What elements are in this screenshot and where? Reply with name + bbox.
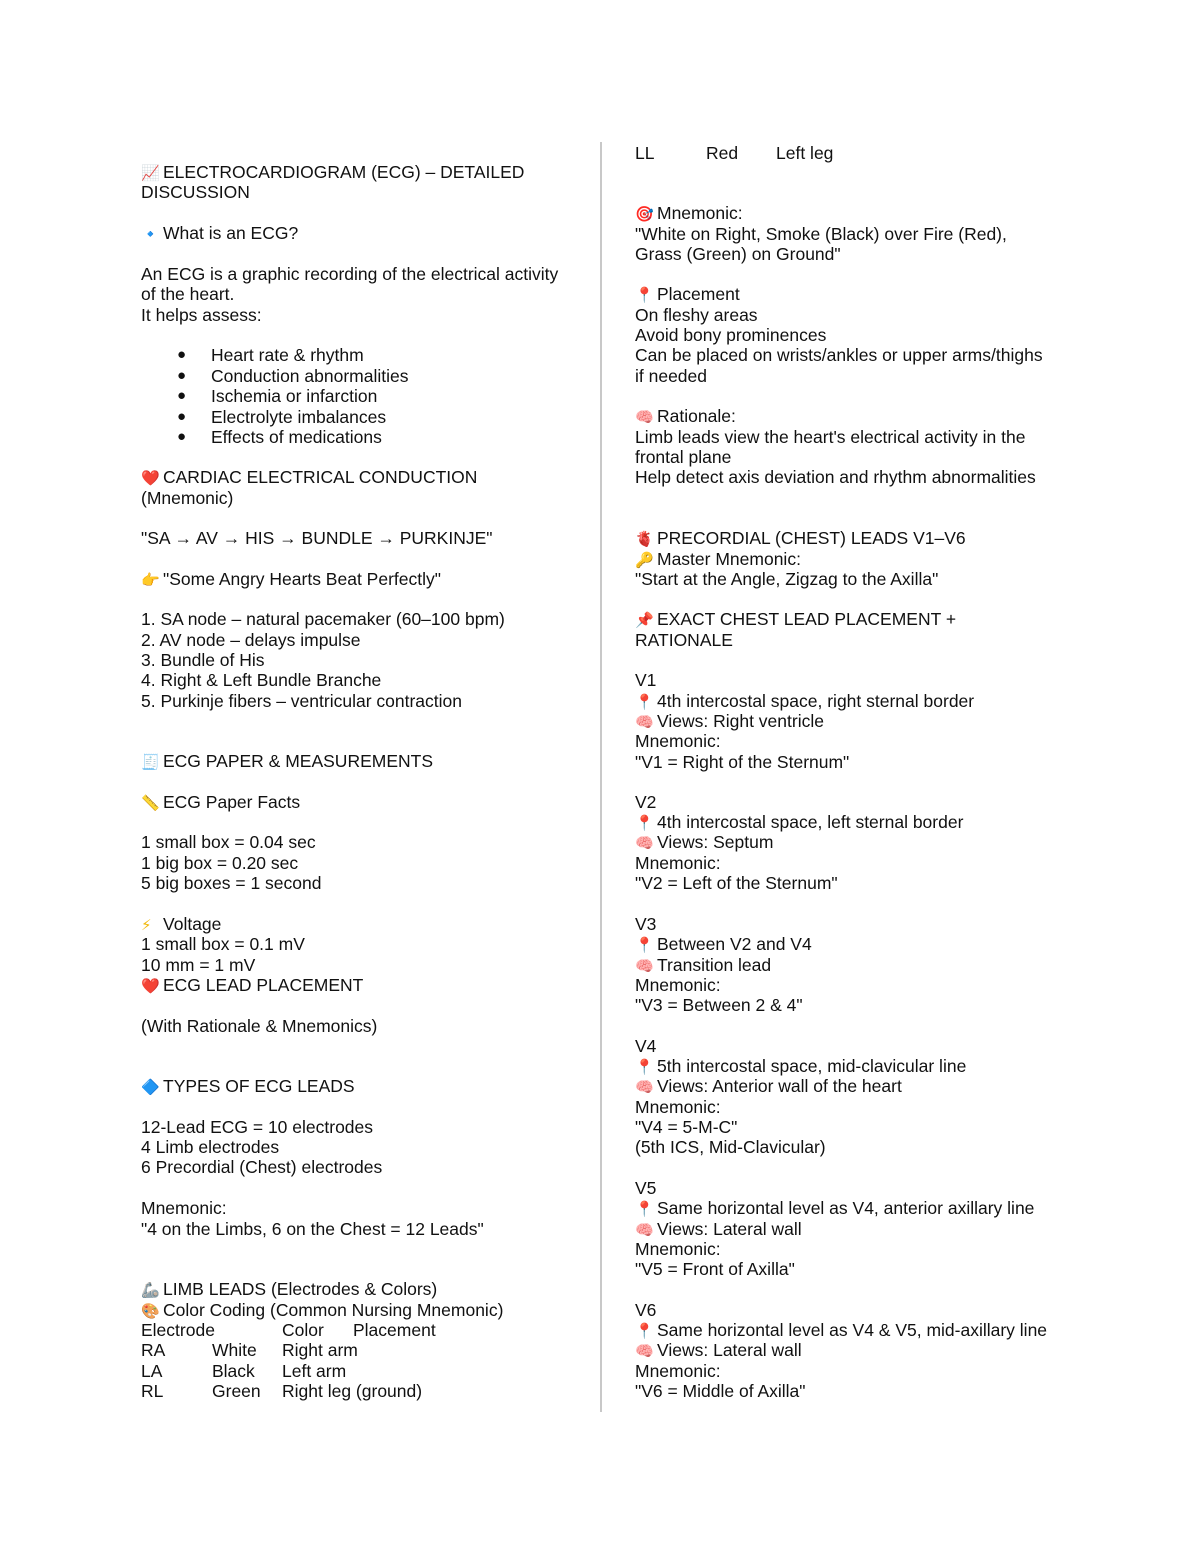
- brain-icon: 🧠: [635, 834, 654, 852]
- doc-title-cont: DISCUSSION: [141, 182, 250, 202]
- doc-title: 📈 ELECTROCARDIOGRAM (ECG) – DETAILED: [141, 162, 525, 182]
- types-mnemonic: "4 on the Limbs, 6 on the Chest = 12 Leads": [141, 1219, 484, 1239]
- table-cell: LA: [141, 1361, 163, 1381]
- types-heading: 🔷 TYPES OF ECG LEADS: [141, 1076, 355, 1096]
- intro-text: An ECG is a graphic recording of the electrical activity: [141, 264, 559, 284]
- round-pushpin-icon: 📍: [635, 1058, 654, 1076]
- lead-mnemonic: "V6 = Middle of Axilla": [635, 1381, 806, 1401]
- lead-view: 🧠 Views: Lateral wall: [635, 1340, 802, 1360]
- key-icon: 🔑: [635, 551, 654, 569]
- precordial-heading: 🫀 PRECORDIAL (CHEST) LEADS V1–V6: [635, 528, 966, 548]
- anatomical-heart-icon: 🫀: [635, 530, 654, 548]
- lead-placement: 📍 5th intercostal space, mid-clavicular line: [635, 1056, 967, 1076]
- color-heading: 🎨 Color Coding (Common Nursing Mnemonic): [141, 1300, 504, 1320]
- mnemonic-label: Mnemonic:: [141, 1198, 227, 1218]
- column-divider: [600, 142, 602, 1412]
- paper-fact: 5 big boxes = 1 second: [141, 873, 322, 893]
- heart-icon: ❤️: [141, 469, 160, 487]
- lead-name: V5: [635, 1178, 657, 1198]
- large-blue-diamond-icon: 🔷: [141, 1078, 160, 1096]
- master-mnemonic-label: 🔑 Master Mnemonic:: [635, 549, 801, 569]
- lead-mnemonic: "V4 = 5-M-C": [635, 1117, 738, 1137]
- lead-name: V2: [635, 792, 657, 812]
- placement-line: if needed: [635, 366, 708, 386]
- intro-text: It helps assess:: [141, 305, 262, 325]
- receipt-icon: 🧾: [141, 753, 160, 771]
- table-header: Electrode: [141, 1320, 215, 1340]
- conduction-step: 5. Purkinje fibers – ventricular contraction: [141, 691, 462, 711]
- round-pushpin-icon: 📍: [635, 1322, 654, 1340]
- lead-placement: 📍 Same horizontal level as V4 & V5, mid-axillary line: [635, 1320, 1048, 1340]
- lead-mnemonic: "V1 = Right of the Sternum": [635, 752, 850, 772]
- lead-name: V1: [635, 670, 657, 690]
- lead-view: 🧠 Views: Right ventricle: [635, 711, 824, 731]
- lead-placement: 📍 4th intercostal space, right sternal border: [635, 691, 975, 711]
- round-pushpin-icon: 📍: [635, 936, 654, 954]
- conduction-step: 2. AV node – delays impulse: [141, 630, 361, 650]
- brain-icon: 🧠: [635, 1221, 654, 1239]
- lead-placement-sub: (With Rationale & Mnemonics): [141, 1016, 378, 1036]
- color-mnemonic: Grass (Green) on Ground": [635, 244, 841, 264]
- lead-name: V6: [635, 1300, 657, 1320]
- voltage-heading: ⚡ Voltage: [141, 914, 222, 934]
- round-pushpin-icon: 📍: [635, 693, 654, 711]
- conduction-step: 3. Bundle of His: [141, 650, 265, 670]
- what-heading: 🔹 What is an ECG?: [141, 223, 299, 243]
- lead-placement-heading: ❤️ ECG LEAD PLACEMENT: [141, 975, 364, 995]
- straight-ruler-icon: 📏: [141, 794, 160, 812]
- mnemonic-label: Mnemonic:: [635, 1239, 721, 1259]
- rationale-line: Help detect axis deviation and rhythm abnormalities: [635, 467, 1036, 487]
- paper-fact: 1 big box = 0.20 sec: [141, 853, 299, 873]
- placement-heading: 📍 Placement: [635, 284, 740, 304]
- lead-view: 🧠 Views: Anterior wall of the heart: [635, 1076, 902, 1096]
- rationale-heading: 🧠 Rationale:: [635, 406, 736, 426]
- lead-placement: 📍 Between V2 and V4: [635, 934, 812, 954]
- table-cell: RL: [141, 1381, 164, 1401]
- exact-heading-cont: RATIONALE: [635, 630, 733, 650]
- exact-heading: 📌 EXACT CHEST LEAD PLACEMENT +: [635, 609, 957, 629]
- heart-icon: ❤️: [141, 977, 160, 995]
- mnemonic-phrase: 👉 "Some Angry Hearts Beat Perfectly": [141, 569, 441, 589]
- lead-mnemonic: "V2 = Left of the Sternum": [635, 873, 838, 893]
- chart-increasing-icon: 📈: [141, 164, 160, 182]
- table-cell: Red: [706, 143, 739, 163]
- table-header: Placement: [353, 1320, 436, 1340]
- mnemonic-label: Mnemonic:: [635, 853, 721, 873]
- backhand-index-pointing-right-icon: 👉: [141, 571, 160, 589]
- conduction-heading: ❤️ CARDIAC ELECTRICAL CONDUCTION: [141, 467, 478, 487]
- conduction-step: 1. SA node – natural pacemaker (60–100 bpm): [141, 609, 505, 629]
- table-cell: LL: [635, 143, 655, 163]
- small-blue-diamond-icon: 🔹: [141, 225, 160, 243]
- paper-facts-heading: 📏 ECG Paper Facts: [141, 792, 301, 812]
- table-header: Color: [282, 1320, 324, 1340]
- lead-name: V3: [635, 914, 657, 934]
- mnemonic-label: Mnemonic:: [635, 1097, 721, 1117]
- mnemonic-label: Mnemonic:: [635, 731, 721, 751]
- intro-text: of the heart.: [141, 284, 235, 304]
- table-cell: Left leg: [776, 143, 834, 163]
- table-cell: RA: [141, 1340, 166, 1360]
- lead-view: 🧠 Transition lead: [635, 955, 772, 975]
- round-pushpin-icon: 📍: [635, 286, 654, 304]
- table-cell: Green: [212, 1381, 261, 1401]
- placement-line: On fleshy areas: [635, 305, 758, 325]
- lead-mnemonic: "V3 = Between 2 & 4": [635, 995, 803, 1015]
- table-cell: Right arm: [282, 1340, 358, 1360]
- voltage-fact: 10 mm = 1 mV: [141, 955, 256, 975]
- round-pushpin-icon: 📍: [635, 1200, 654, 1218]
- voltage-fact: 1 small box = 0.1 mV: [141, 934, 305, 954]
- lead-view: 🧠 Views: Lateral wall: [635, 1219, 802, 1239]
- high-voltage-icon: ⚡: [141, 916, 152, 934]
- round-pushpin-icon: 📍: [635, 814, 654, 832]
- limb-heading: 🦾 LIMB LEADS (Electrodes & Colors): [141, 1279, 438, 1299]
- mechanical-arm-icon: 🦾: [141, 1281, 160, 1299]
- rationale-line: frontal plane: [635, 447, 732, 467]
- paper-fact: 1 small box = 0.04 sec: [141, 832, 316, 852]
- table-cell: White: [212, 1340, 257, 1360]
- conduction-pathway: "SA → AV → HIS → BUNDLE → PURKINJE": [141, 528, 493, 548]
- table-cell: Black: [212, 1361, 255, 1381]
- mnemonic-label: Mnemonic:: [635, 975, 721, 995]
- conduction-sub: (Mnemonic): [141, 488, 234, 508]
- mnemonic-label: 🎯 Mnemonic:: [635, 203, 743, 223]
- color-mnemonic: "White on Right, Smoke (Black) over Fire (Red),: [635, 224, 1007, 244]
- lead-mnemonic: "V5 = Front of Axilla": [635, 1259, 795, 1279]
- master-mnemonic: "Start at the Angle, Zigzag to the Axilla": [635, 569, 939, 589]
- table-cell: Left arm: [282, 1361, 347, 1381]
- pushpin-icon: 📌: [635, 611, 654, 629]
- placement-line: Can be placed on wrists/ankles or upper arms/thighs: [635, 345, 1043, 365]
- placement-line: Avoid bony prominences: [635, 325, 827, 345]
- lead-name: V4: [635, 1036, 657, 1056]
- lead-placement: 📍 Same horizontal level as V4, anterior axillary line: [635, 1198, 1035, 1218]
- lead-mnemonic-detail: (5th ICS, Mid-Clavicular): [635, 1137, 826, 1157]
- direct-hit-icon: 🎯: [635, 205, 654, 223]
- brain-icon: 🧠: [635, 1342, 654, 1360]
- brain-icon: 🧠: [635, 713, 654, 731]
- lead-placement: 📍 4th intercostal space, left sternal border: [635, 812, 964, 832]
- brain-icon: 🧠: [635, 408, 654, 426]
- paper-heading: 🧾 ECG PAPER & MEASUREMENTS: [141, 751, 434, 771]
- brain-icon: 🧠: [635, 957, 654, 975]
- conduction-step: 4. Right & Left Bundle Branche: [141, 670, 382, 690]
- rationale-line: Limb leads view the heart's electrical activity in the: [635, 427, 1026, 447]
- types-fact: 4 Limb electrodes: [141, 1137, 280, 1157]
- mnemonic-label: Mnemonic:: [635, 1361, 721, 1381]
- types-fact: 12-Lead ECG = 10 electrodes: [141, 1117, 374, 1137]
- brain-icon: 🧠: [635, 1078, 654, 1096]
- lead-view: 🧠 Views: Septum: [635, 832, 774, 852]
- table-cell: Right leg (ground): [282, 1381, 423, 1401]
- artist-palette-icon: 🎨: [141, 1302, 160, 1320]
- types-fact: 6 Precordial (Chest) electrodes: [141, 1157, 383, 1177]
